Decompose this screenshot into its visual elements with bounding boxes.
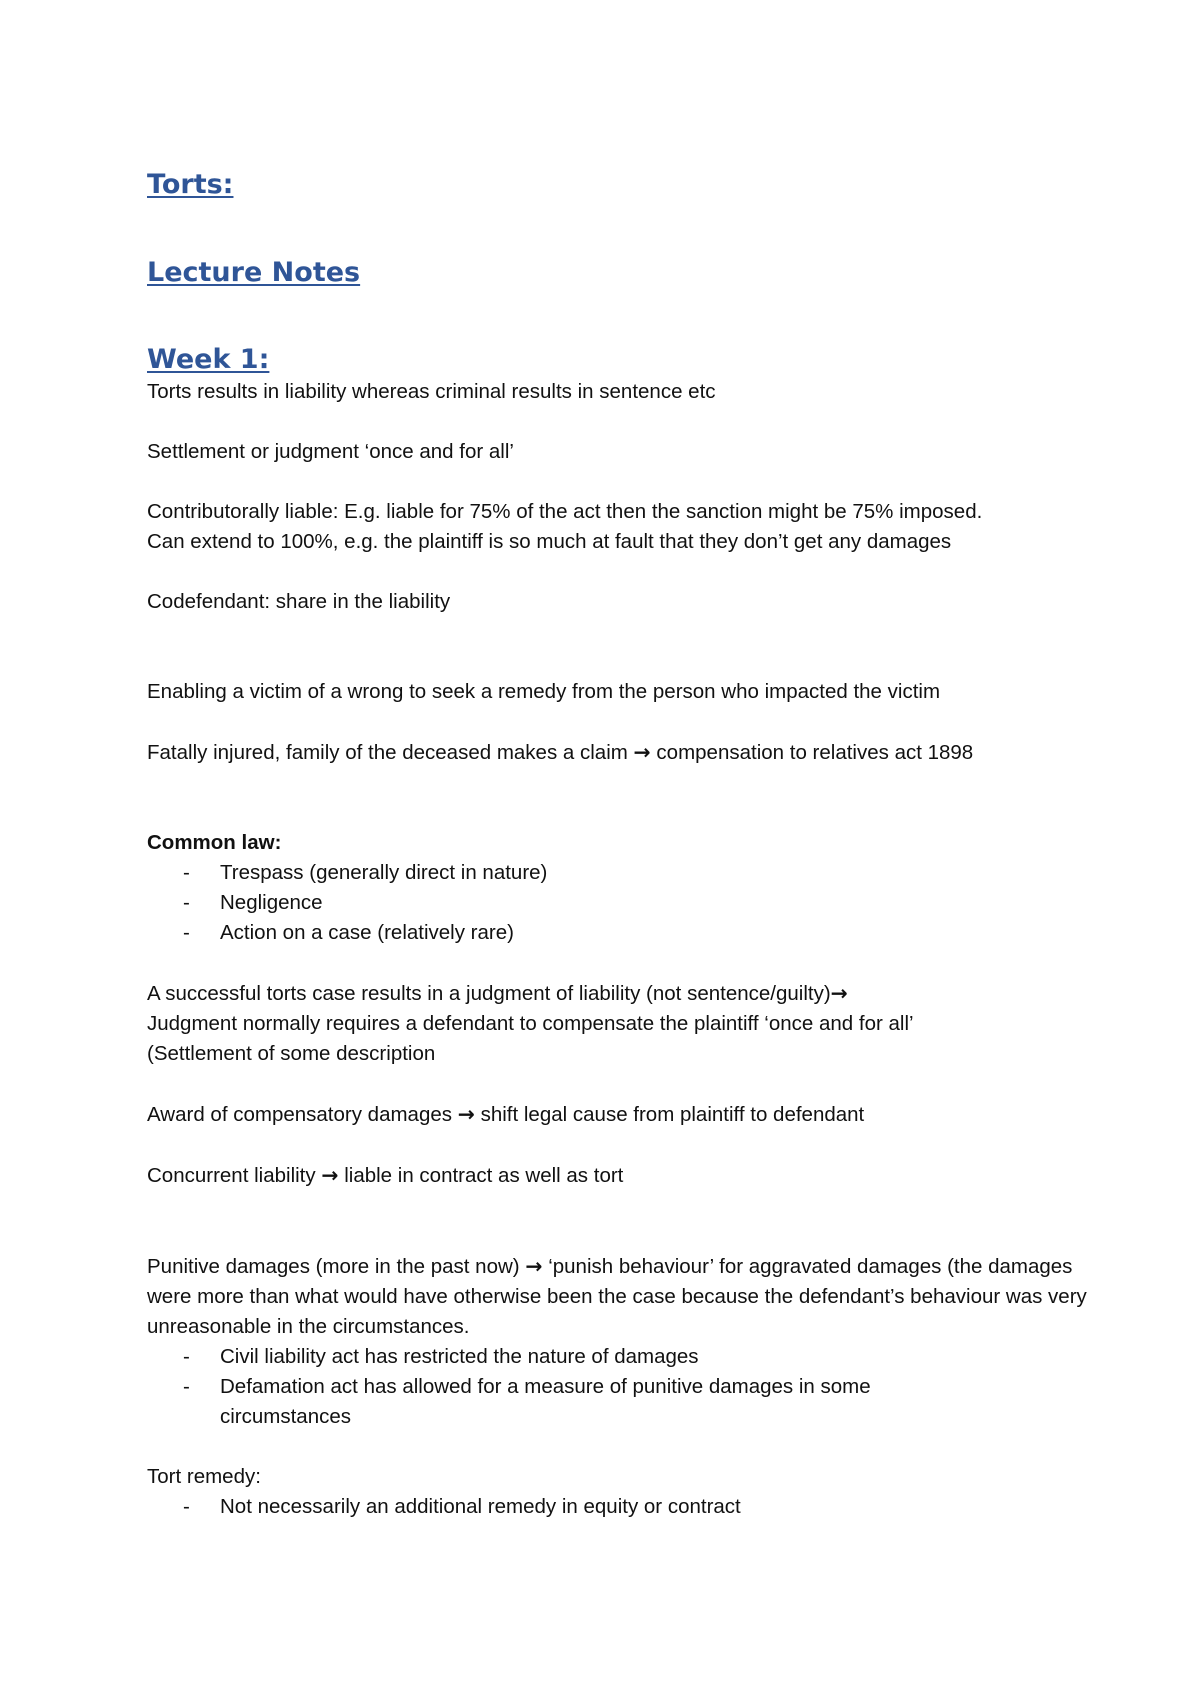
heading-lecture-notes: Lecture Notes (147, 257, 361, 288)
paragraph-fatally-injured (147, 737, 1097, 768)
text-concurrent: Concurrent liability (147, 1164, 322, 1187)
paragraph-settlement-description: (Settlement of some description (147, 1042, 436, 1065)
list-common-law (147, 858, 1097, 948)
arrow-icon: → (830, 981, 848, 1005)
list-tort-remedy (147, 1492, 1097, 1522)
document-content (147, 168, 1097, 1522)
paragraph-judgment-requires: Judgment normally requires a defendant to compensate the plaintiff ‘once and for all’ (147, 1012, 914, 1035)
text-compensatory: Award of compensatory damages (147, 1103, 458, 1126)
label-common-law: Common law: (147, 831, 282, 854)
paragraph-compensatory-damages (147, 1099, 1097, 1130)
label-tort-remedy: Tort remedy: (147, 1465, 261, 1488)
heading-week-1: Week 1: (147, 344, 270, 375)
list-punitive (147, 1342, 1097, 1432)
text-punitive: Punitive damages (more in the past now) (147, 1255, 526, 1278)
text-shift-cause: shift legal cause from plaintiff to defendant (474, 1103, 865, 1126)
text-fatally-injured: Fatally injured, family of the deceased makes a claim (147, 741, 634, 764)
list-item: - Civil liability act has restricted the nature of damages (147, 1342, 1097, 1372)
paragraph-concurrent-liability (147, 1160, 1097, 1191)
text-punish-behaviour: ‘punish behaviour’ for aggravated damages (the damages were more than what would have otherwise been the case because the defendant’s behaviour was very unreasonable in the circumstances. (147, 1255, 1087, 1338)
paragraph-punitive-damages (147, 1251, 1097, 1342)
title-torts: Torts: (147, 169, 234, 200)
paragraph-settlement: Settlement or judgment ‘once and for all’ (147, 440, 514, 463)
list-item: - Action on a case (relatively rare) (147, 918, 1097, 948)
list-item: - Trespass (generally direct in nature) (147, 858, 1097, 888)
text-compensation-act: compensation to relatives act 1898 (650, 741, 974, 764)
arrow-icon: → (525, 1254, 543, 1278)
list-item: - Negligence (147, 888, 1097, 918)
arrow-icon: → (633, 740, 651, 764)
paragraph-torts-vs-criminal: Torts results in liability whereas criminal results in sentence etc (147, 380, 716, 403)
paragraph-successful-case (147, 978, 1097, 1009)
list-item: - Not necessarily an additional remedy in equity or contract (147, 1492, 1097, 1522)
paragraph-enabling-victim: Enabling a victim of a wrong to seek a remedy from the person who impacted the victim (147, 680, 941, 703)
paragraph-codefendant: Codefendant: share in the liability (147, 590, 451, 613)
list-item: - Defamation act has allowed for a measure of punitive damages in some circumstances (147, 1372, 1097, 1432)
paragraph-contributory-line-2: Can extend to 100%, e.g. the plaintiff is so much at fault that they don’t get any damages (147, 530, 952, 553)
arrow-icon: → (321, 1163, 339, 1187)
arrow-icon: → (457, 1102, 475, 1126)
text-contract-tort: liable in contract as well as tort (338, 1164, 624, 1187)
text-successful-case: A successful torts case results in a judgment of liability (not sentence/guilty) (147, 982, 831, 1005)
paragraph-contributory-line-1: Contributorally liable: E.g. liable for 75% of the act then the sanction might be 75% imposed. (147, 500, 983, 523)
